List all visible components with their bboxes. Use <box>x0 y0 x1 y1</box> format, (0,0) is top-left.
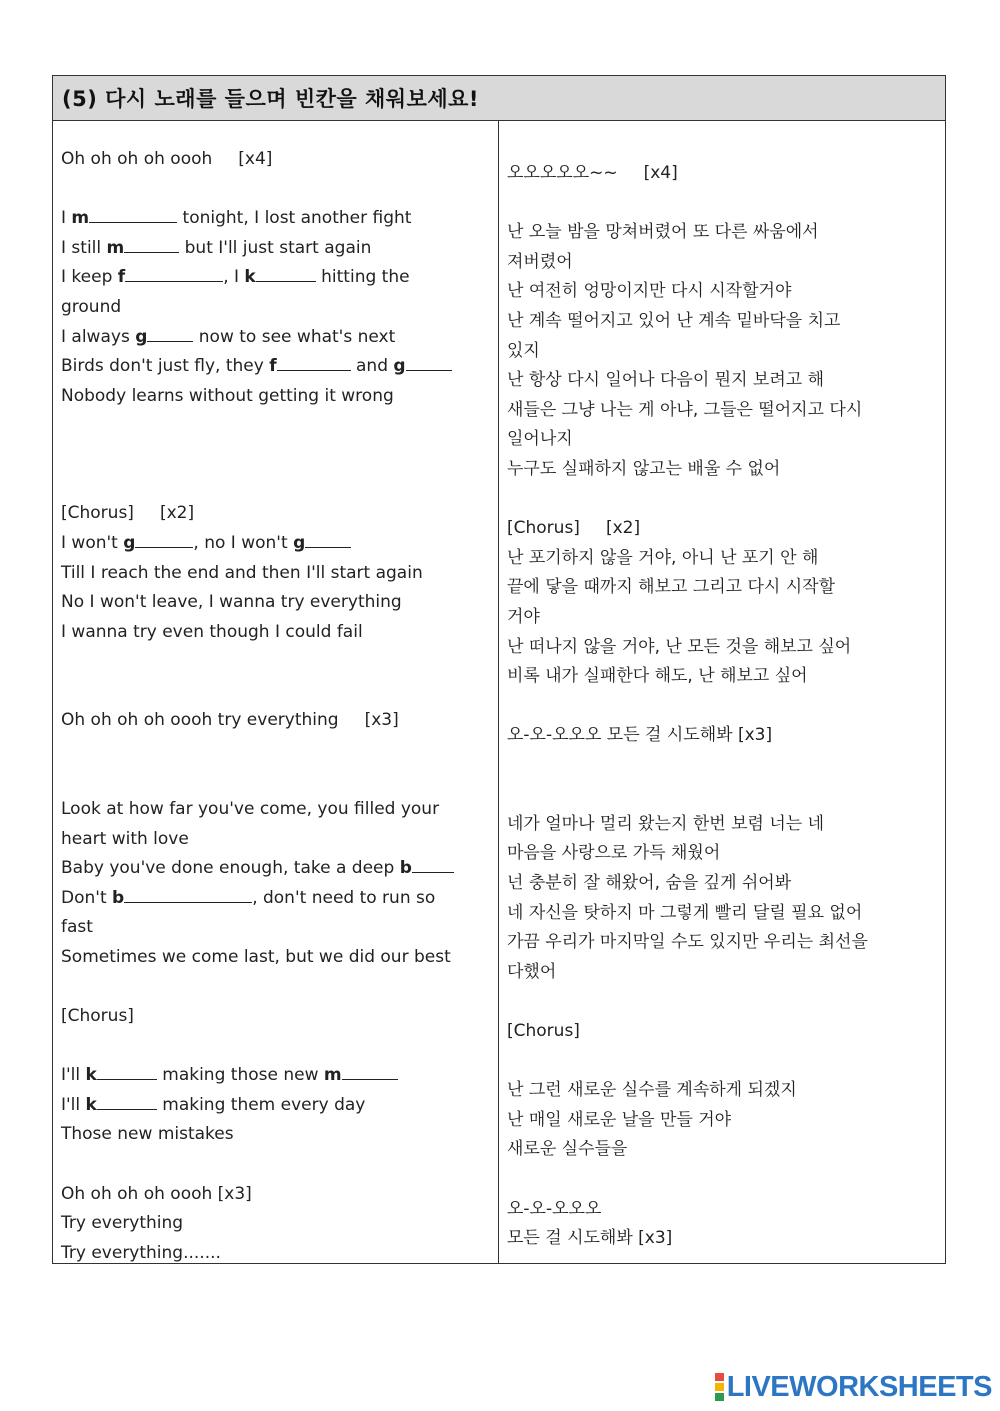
answer-blank[interactable] <box>97 1091 157 1110</box>
lyric-line: 새로운 실수들을 <box>507 1139 628 1160</box>
answer-blank[interactable] <box>147 323 193 342</box>
answer-blank[interactable] <box>135 529 193 548</box>
lyric-line: 거야 <box>507 606 540 627</box>
answer-blank[interactable] <box>277 352 351 371</box>
worksheet-table <box>52 75 946 1264</box>
lyric-line: No I won't leave, I wanna try everything <box>61 592 402 613</box>
answer-blank[interactable] <box>256 263 316 282</box>
lyric-line: 져버렸어 <box>507 251 573 272</box>
answer-blank[interactable] <box>124 234 179 253</box>
lyric-line: 새들은 그냥 나는 게 아냐, 그들은 떨어지고 다시 <box>507 399 863 420</box>
lyric-line: 네 자신을 탓하지 마 그렇게 빨리 달릴 필요 없어 <box>507 902 863 923</box>
lyric-line: Don't b , don't need to run so <box>61 884 490 914</box>
answer-blank[interactable] <box>124 884 252 903</box>
lyric-line: 다했어 <box>507 961 557 982</box>
chorus-label: [Chorus] <box>507 1021 580 1042</box>
lyric-line: Look at how far you've come, you filled your <box>61 798 440 819</box>
lyric-line: Till I reach the end and then I'll start again <box>61 562 423 583</box>
korean-lyrics-column <box>499 121 945 1263</box>
answer-blank[interactable] <box>125 263 223 282</box>
lyric-line: I m tonight, I lost another fight <box>61 204 490 234</box>
lyric-line: 오-오-오오오 <box>507 1198 602 1219</box>
answer-blank[interactable] <box>89 204 177 223</box>
liveworksheets-logo <box>715 1372 992 1402</box>
lyric-line: I wanna try even though I could fail <box>61 621 363 642</box>
lyric-line: 누구도 실패하지 않고는 배울 수 없어 <box>507 458 781 479</box>
lyric-line: Try everything....... <box>61 1242 221 1263</box>
answer-blank[interactable] <box>305 529 351 548</box>
lyric-line: 난 항상 다시 일어나 다음이 뭔지 보려고 해 <box>507 370 825 391</box>
lyric-line: Baby you've done enough, take a deep b <box>61 854 490 884</box>
answer-blank[interactable] <box>97 1061 157 1080</box>
lyric-line: I'll k making those new m <box>61 1061 490 1091</box>
lyric-line: Birds don't just fly, they f and g <box>61 352 490 382</box>
worksheet-title: (5) 다시 노래를 들으며 빈칸을 채워보세요! <box>53 76 945 121</box>
lyric-line: 난 그런 새로운 실수를 계속하게 되겠지 <box>507 1080 797 1101</box>
lyric-line: Nobody learns without getting it wrong <box>61 385 394 406</box>
lyric-line: 난 여전히 엉망이지만 다시 시작할거야 <box>507 281 792 302</box>
answer-blank[interactable] <box>342 1061 398 1080</box>
english-lyrics-column <box>53 121 499 1263</box>
lyric-line: Oh oh oh oh oooh try everything [x3] <box>61 710 399 731</box>
lyric-line: heart with love <box>61 828 189 849</box>
lyric-line: 난 매일 새로운 날을 만들 거야 <box>507 1109 732 1130</box>
lyric-line: I always g now to see what's next <box>61 323 490 353</box>
lyric-line: ground <box>61 296 122 317</box>
lyric-line: 난 포기하지 않을 거야, 아니 난 포기 안 해 <box>507 547 819 568</box>
lyric-line: 난 떠나지 않을 거야, 난 모든 것을 해보고 싶어 <box>507 636 852 657</box>
lyric-line: Sometimes we come last, but we did our best <box>61 946 451 967</box>
chorus-label: [Chorus] [x2] <box>61 503 195 524</box>
lyric-line: fast <box>61 917 93 938</box>
lyric-line: 비록 내가 실패한다 해도, 난 해보고 싶어 <box>507 666 808 687</box>
lyric-line: I'll k making them every day <box>61 1091 490 1121</box>
lyric-line: Oh oh oh oh oooh [x3] <box>61 1183 252 1204</box>
lyric-line: 네가 얼마나 멀리 왔는지 한번 보렴 너는 네 <box>507 813 825 834</box>
chorus-label: [Chorus] <box>61 1006 134 1027</box>
logo-icon <box>715 1372 724 1402</box>
answer-blank[interactable] <box>406 352 452 371</box>
lyric-line: 모든 걸 시도해봐 [x3] <box>507 1228 673 1249</box>
lyric-line: Those new mistakes <box>61 1124 234 1145</box>
lyric-line: 일어나지 <box>507 429 573 450</box>
chorus-label: [Chorus] [x2] <box>507 518 641 539</box>
lyric-line: 있지 <box>507 340 540 361</box>
lyric-line: 가끔 우리가 마지막일 수도 있지만 우리는 최선을 <box>507 932 868 953</box>
lyric-line: 난 오늘 밤을 망쳐버렸어 또 다른 싸움에서 <box>507 222 819 243</box>
lyric-line: I still m but I'll just start again <box>61 234 490 264</box>
logo-text: LIVEWORKSHEETS <box>726 1370 992 1403</box>
lyric-line: Oh oh oh oh oooh [x4] <box>61 149 273 169</box>
lyric-line: 난 계속 떨어지고 있어 난 계속 밑바닥을 치고 <box>507 310 841 331</box>
lyric-line: Try everything <box>61 1213 184 1234</box>
lyric-line: 넌 충분히 잘 해왔어, 숨을 깊게 쉬어봐 <box>507 873 792 894</box>
lyric-line: 오-오-오오오 모든 걸 시도해봐 [x3] <box>507 725 773 746</box>
answer-blank[interactable] <box>412 854 454 873</box>
lyric-line: 오오오오오~~ [x4] <box>507 163 678 183</box>
lyric-line: 끝에 닿을 때까지 해보고 그리고 다시 시작할 <box>507 577 836 598</box>
lyric-line: I keep f , I k hitting the <box>61 263 490 293</box>
lyric-line: 마음을 사랑으로 가득 채웠어 <box>507 843 721 864</box>
lyric-line: I won't g , no I won't g <box>61 529 490 559</box>
